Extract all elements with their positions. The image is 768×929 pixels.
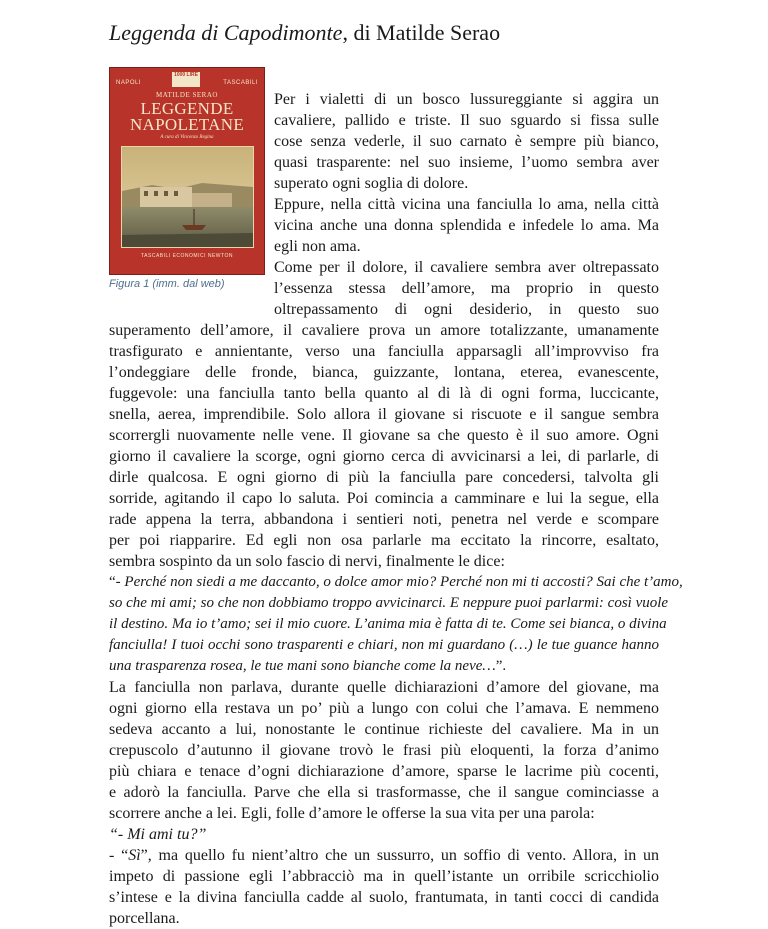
text-line: snella, aerea, imprendibile. Solo allora il giovane si riscuote e il sangue sembra	[109, 406, 659, 423]
text-line: sembra sospinto da un solo fascio di nervi, finalmente le dice:	[109, 553, 505, 570]
book-cover-image	[109, 67, 265, 275]
text-line: impeto di passione egli l’abbracciò ma in quell’istante un orribile scricchiolio	[109, 868, 659, 885]
article-title-author: , di Matilde Serao	[342, 20, 501, 45]
text-line: egli non ama.	[274, 238, 361, 255]
paragraph-5	[109, 845, 659, 929]
quotation-2: “- Mi ami tu?”	[109, 826, 207, 843]
text-line: “- Perché non siedi a me daccanto, o dolce amor mio? Perché non mi ti accosti? Sai che t’amo,	[109, 574, 683, 590]
text-line: fuggevole: una fanciulla tanto bella quanto al di là di ogni forma, luccicante,	[109, 385, 659, 402]
text-line: una trasparenza rosea, le tue mani sono bianche come la neve…”.	[109, 658, 507, 674]
text-line: quasi trasparente: nel suo insieme, l’uomo sembra aver	[274, 154, 659, 171]
article-title	[109, 18, 500, 48]
text-line: Eppure, nella città vicina una fanciulla lo ama, nella città	[274, 196, 659, 213]
cover-price-badge: 1000 LIRE	[172, 72, 200, 87]
paragraph-2	[274, 194, 659, 257]
text-line: superato ogni soglia di dolore.	[274, 175, 469, 192]
text-line: scorrere anche a lei. Egli, folle d’amore le offerse la sua vita per una parola:	[109, 805, 595, 822]
text-line: trasfigurato e annientante, verso una fanciulla apparsagli all’improvviso fra	[109, 343, 659, 360]
cover-publisher: TASCABILI ECONOMICI NEWTON	[141, 253, 233, 259]
text-line: oltrepassamento di ogni desiderio, in questo suo	[274, 301, 659, 318]
text-line: per poi riapparire. Ed egli non osa parlarle ma eccitato la rincorre, esaltato,	[109, 532, 659, 549]
text-line: sedeva accanto a lui, nonostante le continue richieste del cavaliere. Ma in un	[109, 721, 659, 738]
cover-curator: A cura di Vincenzo Regina	[160, 135, 214, 140]
cover-author: MATILDE SERAO	[156, 91, 218, 99]
text-line: dirle qualcosa. E ogni giorno di più la fanciulla pare concedersi, talvolta gli	[109, 469, 659, 486]
text-line: rade appena la terra, abbandona i sentieri noti, penetra nel verde e scompare	[109, 511, 659, 528]
text-line: giorno il cavaliere la scorge, ogni giorno cerca di avvicinarsi a lei, di parlarle, di	[109, 448, 659, 465]
text-line: sorride, agitando il capo lo saluta. Poi comincia a camminare e lui la segue, ella	[109, 490, 659, 507]
text-line: scorrergli nuovamente nelle vene. Il giovane sa che questo è il suo amore. Ogni	[109, 427, 659, 444]
text-line: s’intese e la divina fanciulla cadde al suolo, frantumata, in tanti cocci di candida	[109, 889, 659, 906]
text-line: Per i vialetti di un bosco lussureggiante si aggira un	[274, 91, 659, 108]
text-line: La fanciulla non parlava, durante quelle dichiarazioni d’amore del giovane, ma	[109, 679, 659, 696]
cover-title: LEGGENDE NAPOLETANE	[129, 99, 244, 134]
quotation-1	[109, 572, 683, 677]
article-title-work: Leggenda di Capodimonte	[109, 20, 343, 45]
text-line: più chiara e tenace d’ogni dichiarazione d’amore, sparse le lacrime più cocenti,	[109, 763, 659, 780]
text-line: e adorò la fanciulla. Parve che ella si trasformasse, che il sangue cominciasse a	[109, 784, 659, 801]
cover-series-left: NAPOLI	[116, 80, 142, 86]
text-line: so che mi ami; so che non dobbiamo troppo avvicinarci. E neppure puoi parlarmi: così vuole	[109, 595, 669, 611]
text-line: cose senza vederle, il suo carnato è sempre più bianco,	[274, 133, 659, 150]
paragraph-1	[274, 89, 659, 194]
text-line: Come per il dolore, il cavaliere sembra aver oltrepassato	[274, 259, 659, 276]
text-line: il destino. Ma io t’amo; sei il mio cuore. L’anima mia è fatta di te. Come sei bianca, o divina	[109, 616, 667, 632]
cover-series-right: TASCABILI	[223, 80, 258, 86]
text-line: cavaliere, pallido e triste. Il suo sguardo si fissa sulle	[274, 112, 659, 129]
paragraph-4	[109, 677, 659, 824]
text-line: ogni giorno ella restava un po’ più a lungo con colui che l’amava. E nemmeno	[109, 700, 659, 717]
paragraph-3-column	[274, 257, 659, 320]
text-line: vicina anche una donna splendida e infedele lo ama. Ma	[274, 217, 659, 234]
figure-caption: Figura 1 (imm. dal web)	[109, 278, 225, 290]
cover-painting	[121, 146, 254, 248]
text-line: crepuscolo d’autunno il giovane trovò le frasi più eloquenti, la forza d’animo	[109, 742, 659, 759]
text-line: fanciulla! I tuoi occhi sono trasparenti e chiari, non mi guardano (…) le tue guance hanno	[109, 637, 659, 653]
text-line: porcellana.	[109, 910, 180, 927]
text-line: l’ondeggiare delle fronde, bianca, guizzante, lontana, eterea, evanescente,	[109, 364, 659, 381]
text-line: superamento dell’amore, il cavaliere prova un amore totalizzante, umanamente	[109, 322, 659, 339]
paragraph-3	[109, 320, 659, 572]
figure-1	[109, 67, 265, 290]
text-line: - “Sì”, ma quello fu nient’altro che un sussurro, un soffio di vento. Allora, in un	[109, 847, 659, 864]
text-line: l’essenza stessa dell’amore, ma proprio in questo	[274, 280, 659, 297]
